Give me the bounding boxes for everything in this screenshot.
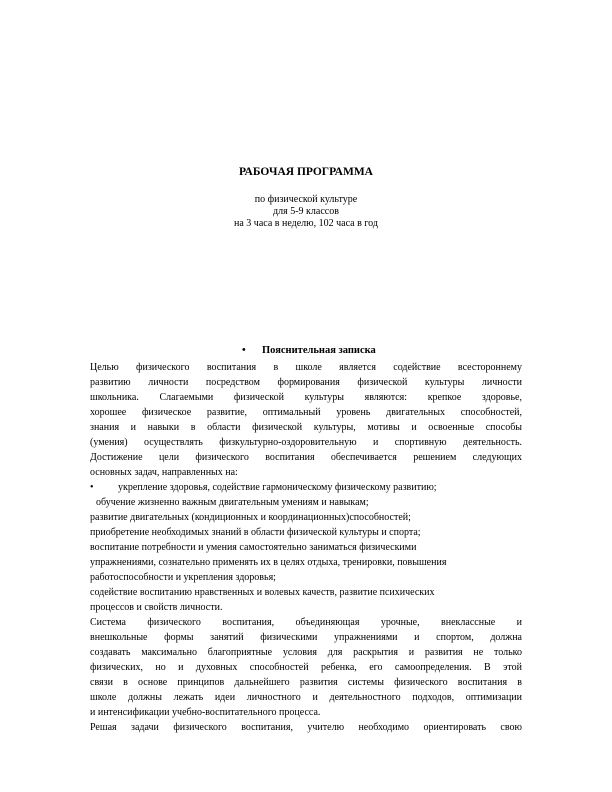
text-line: школе должны лежать идеи личностного и деятельностного подходов, оптимизации [90,692,522,703]
text-line: приобретение необходимых знаний в области физической культуры и спорта; [90,527,421,538]
text-line: Целью физического воспитания в школе является содействие всестороннему [90,362,522,373]
text-line: укрепление здоровья, содействие гармоническому физическому развитию; [118,482,437,493]
text-line: (умения) осуществлять физкультурно-оздоровительную и спортивную деятельность. [90,437,522,448]
body-text [90,360,522,735]
text-line: знания и навыки в области физической культуры, мотивы и освоенные способы [90,422,522,433]
subtitle-line-hours: на 3 часа в неделю, 102 часа в год [234,218,378,229]
document-title: РАБОЧАЯ ПРОГРАММА [238,166,373,178]
text-line: связи в основе принципов дальнейшего развития системы физического воспитания в [90,677,522,688]
list-item [90,480,522,495]
subtitle-line-grades: для 5-9 классов [273,206,339,217]
text-line: Система физического воспитания, объединяющая урочные, внеклассные и [90,617,522,628]
text-line: и интенсификации учебно-воспитательного процесса. [90,707,321,718]
text-line: работоспособности и укрепления здоровья; [90,572,276,583]
text-line: развитие двигательных (кондиционных и координационных)способностей; [90,512,411,523]
text-line: внешкольные формы занятий физическими упражнениями и спортом, должна [90,632,522,643]
text-line: воспитание потребности и умения самостоятельно заниматься физическими [90,542,417,553]
text-line: Решая задачи физического воспитания, учителю необходимо ориентировать свою [90,722,522,733]
bullet-icon: • [90,482,94,493]
text-line: содействие воспитанию нравственных и волевых качеств, развитие психических [90,587,435,598]
text-line: физических, но и духовных способностей ребенка, его самоопределения. В этой [90,662,522,673]
text-line: упражнениями, сознательно применять их в целях отдыха, тренировки, повышения [90,557,447,568]
text-line: обучение жизненно важным двигательным умениям и навыкам; [96,497,369,508]
text-line: Достижение цели физического воспитания обеспечивается решением следующих [90,452,522,463]
text-line: развитию личности посредством формирования физической культуры личности [90,377,522,388]
text-line: школьника. Слагаемыми физической культуры являются: крепкое здоровье, [90,392,522,403]
text-line: основных задач, направленных на: [90,467,238,478]
text-line: создавать максимально благоприятные условия для раскрытия и развития не только [90,647,522,658]
subtitle-line-subject: по физической культуре [254,194,358,205]
text-line: процессов и свойств личности. [90,602,223,613]
section-heading-text: Пояснительная записка [262,345,376,356]
text-line: хорошее физическое развитие, оптимальный уровень двигательных способностей, [90,407,522,418]
bullet-icon: • [242,345,246,356]
section-heading [242,345,376,356]
